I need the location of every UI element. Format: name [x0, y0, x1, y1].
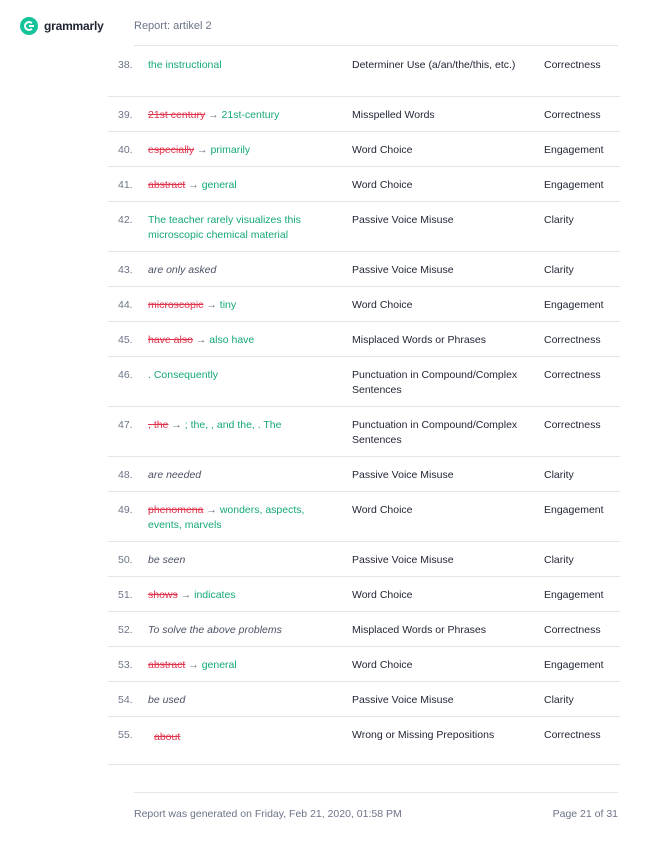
row-number: 52. [118, 624, 133, 636]
row-number: 55. [118, 729, 133, 741]
suggestions-table [108, 47, 620, 765]
arrow-right-icon: → [192, 334, 210, 346]
suggestion-text [148, 213, 343, 243]
issue-type: Passive Voice Misuse [352, 264, 454, 276]
table-row [108, 97, 620, 132]
row-number: 46. [118, 369, 133, 381]
row-number: 43. [118, 264, 133, 276]
inserted-text: 21st-century [221, 109, 280, 121]
row-number: 53. [118, 659, 133, 671]
suggestion-text [148, 503, 328, 533]
issue-category: Engagement [544, 504, 604, 516]
suggestion-text [148, 418, 343, 433]
issue-category: Correctness [544, 59, 601, 71]
table-row [108, 717, 620, 765]
issue-category: Clarity [544, 469, 574, 481]
issue-category: Engagement [544, 299, 604, 311]
page-number: Page 21 of 31 [552, 808, 618, 820]
inserted-text: also have [209, 334, 255, 346]
issue-type: Passive Voice Misuse [352, 214, 454, 226]
issue-category: Engagement [544, 589, 604, 601]
table-row [108, 682, 620, 717]
table-row [108, 577, 620, 612]
issue-category: Clarity [544, 694, 574, 706]
deleted-text: especially [148, 144, 195, 156]
issue-category: Correctness [544, 369, 601, 381]
suggestion-text [148, 263, 343, 278]
arrow-right-icon: → [168, 419, 185, 431]
suggestion-text [148, 143, 343, 158]
arrow-right-icon: → [194, 144, 211, 156]
issue-type: Word Choice [352, 299, 413, 311]
deleted-text: phenomena [148, 504, 204, 516]
deleted-text: shows [148, 589, 178, 601]
row-number: 44. [118, 299, 133, 311]
row-number: 39. [118, 109, 133, 121]
inserted-text: wonders, aspects, events, marvels [148, 504, 305, 531]
issue-type: Word Choice [352, 504, 413, 516]
deleted-text: 21st century [148, 109, 206, 121]
issue-category: Clarity [544, 264, 574, 276]
table-row [108, 647, 620, 682]
issue-type: Punctuation in Compound/Complex Sentences [352, 369, 518, 396]
issue-category: Correctness [544, 624, 601, 636]
deleted-text: abstract [148, 179, 186, 191]
suggestion-text [148, 108, 343, 123]
row-number: 54. [118, 694, 133, 706]
flagged-phrase: are only asked [148, 264, 217, 276]
generated-timestamp: Report was generated on Friday, Feb 21, 2020, 01:58 PM [134, 808, 402, 820]
report-title: Report: artikel 2 [134, 20, 212, 32]
table-row [108, 407, 620, 457]
issue-category: Correctness [544, 419, 601, 431]
flagged-phrase: be used [148, 694, 186, 706]
deleted-text: , the [148, 419, 169, 431]
issue-category: Correctness [544, 729, 601, 741]
issue-type: Misplaced Words or Phrases [352, 624, 487, 636]
flagged-phrase: are needed [148, 469, 202, 481]
row-number: 48. [118, 469, 133, 481]
table-row [108, 322, 620, 357]
suggestion-text [148, 178, 343, 193]
suggestion-text [148, 553, 343, 568]
inserted-text: The teacher rarely visualizes this microscopic chemical material [148, 214, 301, 241]
suggestion-text [148, 368, 343, 383]
suggestion-text [148, 623, 343, 638]
deleted-text: abstract [148, 659, 186, 671]
suggestion-text [148, 588, 343, 603]
issue-type: Punctuation in Compound/Complex Sentences [352, 419, 518, 446]
suggestion-text [148, 730, 343, 745]
table-row [108, 492, 620, 542]
arrow-right-icon: → [203, 299, 220, 311]
arrow-right-icon: → [205, 109, 222, 121]
header-divider [134, 45, 618, 46]
inserted-text: general [201, 179, 237, 191]
issue-type: Passive Voice Misuse [352, 469, 454, 481]
row-number: 50. [118, 554, 133, 566]
row-number: 38. [118, 59, 133, 71]
arrow-right-icon: → [185, 659, 202, 671]
table-row [108, 357, 620, 407]
deleted-text: have also [148, 334, 193, 346]
arrow-right-icon: → [177, 589, 195, 601]
grammarly-logo [20, 16, 104, 36]
issue-type: Misspelled Words [352, 109, 435, 121]
suggestion-text [148, 333, 343, 348]
table-row [108, 132, 620, 167]
row-number: 40. [118, 144, 133, 156]
issue-category: Engagement [544, 144, 604, 156]
table-row [108, 612, 620, 647]
arrow-right-icon: → [185, 179, 202, 191]
inserted-text: general [201, 659, 237, 671]
suggestion-text [148, 298, 343, 313]
table-row [108, 252, 620, 287]
inserted-text: the instructional [148, 59, 222, 71]
table-row [108, 47, 620, 97]
issue-type: Word Choice [352, 659, 413, 671]
report-header [0, 0, 650, 50]
inserted-text: indicates [194, 589, 236, 601]
issue-type: Word Choice [352, 179, 413, 191]
row-number: 42. [118, 214, 133, 226]
issue-category: Correctness [544, 334, 601, 346]
issue-category: Clarity [544, 214, 574, 226]
flagged-phrase: be seen [148, 554, 186, 566]
issue-category: Engagement [544, 179, 604, 191]
grammarly-g-icon [20, 17, 38, 35]
issue-type: Word Choice [352, 589, 413, 601]
table-row [108, 542, 620, 577]
issue-type: Wrong or Missing Prepositions [352, 729, 495, 741]
arrow-right-icon: → [203, 504, 220, 516]
row-number: 47. [118, 419, 133, 431]
issue-type: Passive Voice Misuse [352, 554, 454, 566]
suggestion-text [148, 468, 343, 483]
table-row [108, 287, 620, 322]
issue-category: Correctness [544, 109, 601, 121]
issue-type: Word Choice [352, 144, 413, 156]
issue-category: Engagement [544, 659, 604, 671]
row-number: 41. [118, 179, 133, 191]
flagged-phrase: To solve the above problems [148, 624, 282, 636]
issue-type: Misplaced Words or Phrases [352, 334, 487, 346]
inserted-text: ; the, , and the, . The [184, 419, 282, 431]
footer-divider [134, 792, 618, 793]
deleted-text: microscopic [148, 299, 204, 311]
table-row [108, 167, 620, 202]
suggestion-text [148, 658, 343, 673]
logo-text: grammarly [44, 19, 104, 33]
inserted-text: tiny [219, 299, 237, 311]
row-number: 51. [118, 589, 133, 601]
table-row [108, 457, 620, 492]
inserted-text: primarily [210, 144, 251, 156]
deleted-text: about [154, 731, 181, 743]
suggestion-text [148, 58, 343, 73]
suggestion-text [148, 693, 343, 708]
inserted-text: . Consequently [148, 369, 219, 381]
issue-type: Passive Voice Misuse [352, 694, 454, 706]
issue-type: Determiner Use (a/an/the/this, etc.) [352, 59, 516, 71]
row-number: 49. [118, 504, 133, 516]
issue-category: Clarity [544, 554, 574, 566]
row-number: 45. [118, 334, 133, 346]
table-row [108, 202, 620, 252]
